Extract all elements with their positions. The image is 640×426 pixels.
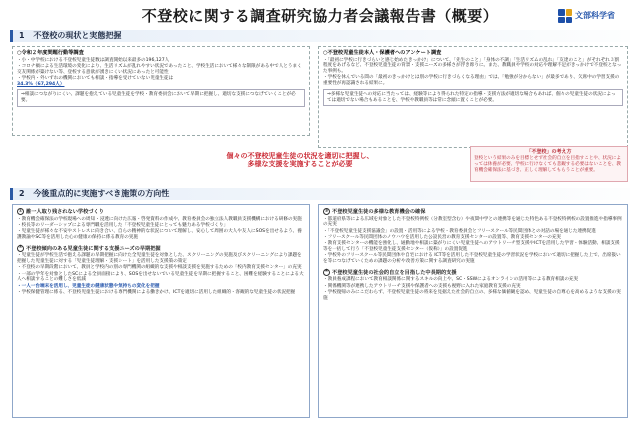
policy-line: ・教育支援センターの機能を強化し、通勤地や相談に築がりにくい児童生徒へのアウトリーチ型支援やICTを活用した学習・体験活動、相談支援等を一括して行う「不登校児童生徒支援センター（仮称）」の設置促進 bbox=[323, 241, 620, 252]
policy-line: ・「不登校児童生徒支援協議会」の設置・活用等による学校・教育委員会とフリースクール等民間団体との対話の場を通じた連携促進 bbox=[323, 228, 596, 234]
policy-line: ・学校外のフリースクール等民間団体や自宅における ICT等を活用した不登校児童生徒の学習状況を学校において適切に把握した上で、出席扱いを等につなげていくための課題の分析や改善方策に関する調査研究の実施 bbox=[323, 253, 621, 265]
survey-percentage: 34.3%（67,294人） bbox=[17, 81, 65, 87]
policy-heading: 不登校児童生徒の社会的自立を目指した中長期的支援 bbox=[332, 269, 457, 276]
survey-line bbox=[17, 76, 305, 87]
policy-line: ・児童生徒が様々な不安やストレスに向き合い、自らの精神的な状況について理解し、安心して周囲の大人や友人にSOSを出せるよう、養護教諭やSC等を活用した心の健康の保持に係る教育の実施 bbox=[17, 229, 302, 240]
policy-line: ・教育機会確保法の学校現場への周知・浸透に向けた広報・啓発資料の作成や、教育委員会の独立法人教職員支援機構における研修の実施 bbox=[17, 216, 302, 222]
section-1-number: 1 bbox=[19, 31, 25, 40]
policy-item-3 bbox=[323, 208, 623, 265]
policy-line: ・児童生徒が学校生活で抱える課題の早期把握に向けた全児童生徒を対象とした、スクリーニングの実施及びスクリーニングにより課題を把握した児童生徒に対する「児童生徒理解・支援シート」を活用した支援策の策定 bbox=[17, 253, 302, 264]
policy-number: ③ bbox=[324, 208, 329, 214]
policy-line: ・校長等のリーダーシップによる専門職を活用した「不登校児童生徒にとっても魅力ある学校づくり」 bbox=[17, 222, 229, 228]
policy-line: ・都道府県等による広域を対象とした不登校特例校（分教室型含む）や夜間中学との連携等を通じた特色ある不登校特例校の設置推進や指導事例の充実 bbox=[323, 216, 622, 228]
page-title: 不登校に関する調査研究協力者会議報告書（概要） bbox=[141, 7, 499, 25]
survey-line: ・小・中学校における不登校児童生徒数は調査開始以来最多の196,127人 bbox=[17, 57, 170, 63]
survey-box-right bbox=[318, 46, 628, 148]
policy-item-4 bbox=[323, 269, 623, 302]
policy-line: ・フリースクール等民間団体のノウハウを活用した公設民営の教育支援センターの設置等、教育支援センターの充実 bbox=[323, 234, 562, 240]
policy-item-1 bbox=[17, 208, 305, 241]
policy-column-left bbox=[12, 204, 310, 418]
policy-number: ④ bbox=[324, 269, 329, 275]
section-2-header bbox=[10, 188, 630, 200]
policy-line: ・関係機関等が連携したアウトリーチ支援や保護者への支援も視野に入れた家庭教育支援の充実 bbox=[323, 283, 521, 289]
survey-conclusion: ⇒相談につながりにくい、課題を抱えている児童生徒を学校・教育委員会において早期に把握し、適切な支援につなげていくことが必要。 bbox=[17, 89, 305, 106]
mext-logo-icon bbox=[558, 9, 572, 23]
survey-line: ・コロナ禍による生活環境の変化により、生活リズムが乱れやすい状況であったこと、学校生活において様々な制限がある中で人とうまく交友関係が築けない等、登校する意欲が湧きにくい状況にあったと可能性 bbox=[17, 63, 302, 75]
policy-number: ① bbox=[18, 208, 23, 214]
policy-column-right bbox=[318, 204, 628, 418]
questionnaire-line: ・学校を休んでいる間の「最初のきっかけとは別の学校に行きづらくなる理由」では、「勉強が分からない」が最多であり、欠席中の学習支援の重要性が再認識される結果に。 bbox=[323, 75, 620, 87]
key-message bbox=[150, 152, 450, 169]
section-2-number: 2 bbox=[19, 189, 25, 198]
concept-note-heading: 「不登校」の考え方 bbox=[526, 149, 572, 155]
section-2-heading: 今後重点的に実施すべき施策の方向性 bbox=[33, 189, 170, 198]
survey-heading: ○令和２年度問題行動等調査 bbox=[17, 50, 84, 56]
policy-number: ② bbox=[18, 245, 23, 251]
policy-line: ・学校復帰のみにこだわらず、不登校児童生徒の将来を見据えた社会的自立の、多様な価値観を認め、児童生徒の自尊心を高めるような支援の実施 bbox=[323, 289, 621, 301]
key-message-line-1: 個々の不登校児童生徒の状況を適切に把握し、 bbox=[226, 152, 374, 160]
policy-heading: 不登校傾向のある児童生徒に関する支援ニーズの早期把握 bbox=[26, 245, 161, 252]
policy-line: ・学校保健管理に係る、不登校児童生徒における専門機関による働きかけ、ICTを適切に活用した組織的・客観的な児童生徒の状況把握 bbox=[17, 289, 296, 295]
concept-note bbox=[470, 146, 628, 182]
policy-heading: 誰一人取り残されない学校づくり bbox=[26, 209, 104, 215]
policy-line: ・教員養成課程において教育相談関係に関するスキルの向上や、SC・SSWによるオンラインの活用等による教育相談の充実 bbox=[323, 277, 579, 283]
key-message-line-2: 多様な支援を実施することが必要 bbox=[247, 160, 353, 169]
policy-heading: 不登校児童生徒の多様な教育機会の確保 bbox=[332, 209, 426, 215]
policy-line: ・一人一台端末を活用し、児童生徒の健康状態や気持ちの変化を把握 bbox=[17, 283, 160, 289]
section-1-header bbox=[10, 30, 630, 42]
policy-line: ・不登校の早期段階において、教員と学校内の別の専門機関の組織的な支援や相談支援を実施するための「校内教育支援センター」の充実 bbox=[17, 265, 302, 271]
section-1-heading: 不登校の現状と実態把握 bbox=[33, 31, 122, 40]
questionnaire-line: ・「最初に学校に行きづらいと感じ始めたきっかけ」について、「先生のこと」「身体の不調」「生活リズムの乱れ」「友達のこと」がそれぞれ３割程度をあげるなど、不登校児童生徒の背景・支援ニーズの多様さが浮き彫りに。また、教職員や学校の対応や理解不足がきっかけで不登校となった事例も。 bbox=[323, 57, 622, 74]
questionnaire-conclusion: ⇒多様な児童生徒への対応に当たっては、経験等により得られた特定の指導・支援方法が適切な場合もあれば、個々の児童生徒の状況によっては適切でない場合もあることを、学校や教職員等は常に念頭に置くことが必要。 bbox=[323, 89, 623, 106]
questionnaire-heading: ○不登校児童生徒本人・保護者へのアンケート調査 bbox=[323, 50, 442, 56]
survey-line-text: ・学校内・外いずれの機関においても相談・指導を受けていない児童生徒は bbox=[17, 75, 174, 81]
policy-item-2 bbox=[17, 245, 305, 296]
mext-logo bbox=[558, 8, 628, 24]
policy-line: ・一部の学年を対象としたSCによる全員面接により、SOSを出せないでいる児童生徒を早期に把握すること、困難を経験することによる大人へ相談することの難しさを低減 bbox=[17, 271, 304, 283]
logo-text: 文部科学省 bbox=[575, 11, 615, 20]
survey-box-left bbox=[12, 46, 310, 136]
concept-note-text: 登校という結果のみを目標とせず社会的自立を目指すことや、状況によっては休養が必要、学校に行けなくても悲観する必要はないことを、教育機会確保法に基づき、正しく理解してもらうことが重要。 bbox=[474, 156, 622, 173]
